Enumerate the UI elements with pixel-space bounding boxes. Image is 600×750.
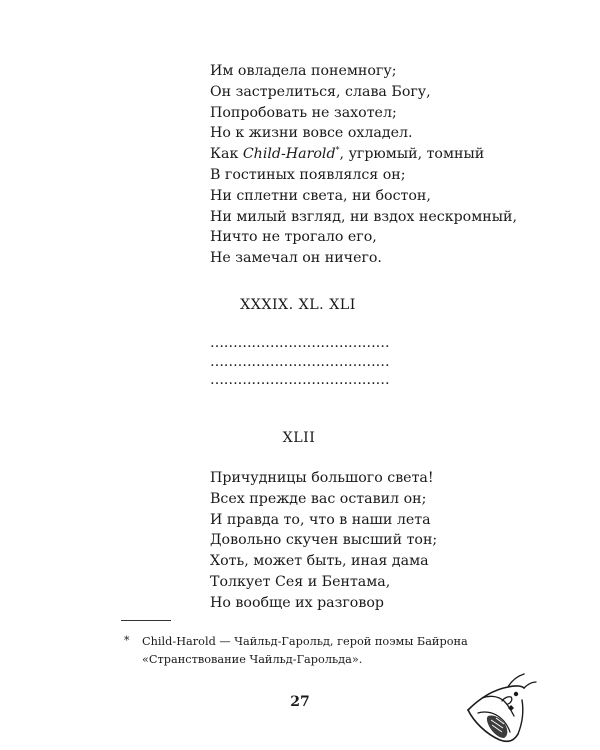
stanza-heading-xlii: XLII	[282, 430, 316, 446]
stanza-xlii	[210, 468, 437, 614]
verse-line-with-footnote	[210, 144, 517, 165]
child-harold-name: Child-Harold	[242, 146, 336, 163]
verse-line: Ничто не трогало его,	[210, 229, 377, 246]
verse-line: Хоть, может быть, иная дама	[210, 553, 429, 570]
verse-line: Всех прежде вас оставил он;	[210, 490, 427, 507]
dot-line: …………………………………	[210, 335, 390, 351]
footnote-ref[interactable]: *	[335, 145, 340, 155]
verse-line: Им овладела понемногу;	[210, 63, 397, 79]
footnote-text: Child-Harold — Чайльд-Гарольд, герой поэмы Байрона «Странствование Чайльд-Гарольда».	[142, 635, 468, 666]
verse-line: И правда то, что в наши лета	[210, 511, 431, 528]
verse-text: , угрюмый, томный	[339, 146, 485, 163]
verse-line: Довольно скучен высший тон;	[210, 532, 438, 549]
verse-line: Он застрелиться, слава Богу,	[210, 83, 431, 100]
omitted-stanzas-dots	[210, 334, 389, 390]
verse-line: Но к жизни вовсе охладел.	[210, 125, 413, 142]
verse-text: Как	[210, 146, 243, 163]
dot-line: …………………………………	[210, 353, 390, 370]
footnote-divider	[121, 620, 171, 621]
verse-line: Ни сплетни света, ни бостон,	[210, 187, 431, 204]
dot-line: …………………………………	[210, 372, 390, 388]
verse-line: Но вообще их разговор	[210, 594, 384, 611]
fish-doodle-icon	[464, 668, 540, 744]
verse-line: Не замечал он ничего.	[210, 250, 382, 267]
stanza-xxxviii-end	[210, 61, 517, 269]
page-number: 27	[290, 694, 310, 710]
verse-line: Попробовать не захотел;	[210, 104, 397, 121]
verse-line: Причудницы большого света!	[210, 470, 434, 486]
verse-line: В гостиных появлялся он;	[210, 166, 406, 183]
verse-line: Ни милый взгляд, ни вздох нескромный,	[210, 208, 517, 225]
footnote-mark: *	[124, 634, 130, 647]
verse-line: Толкует Сея и Бентама,	[210, 573, 391, 590]
stanza-heading-xxxix-xli: XXXIX. XL. XLI	[240, 297, 356, 313]
